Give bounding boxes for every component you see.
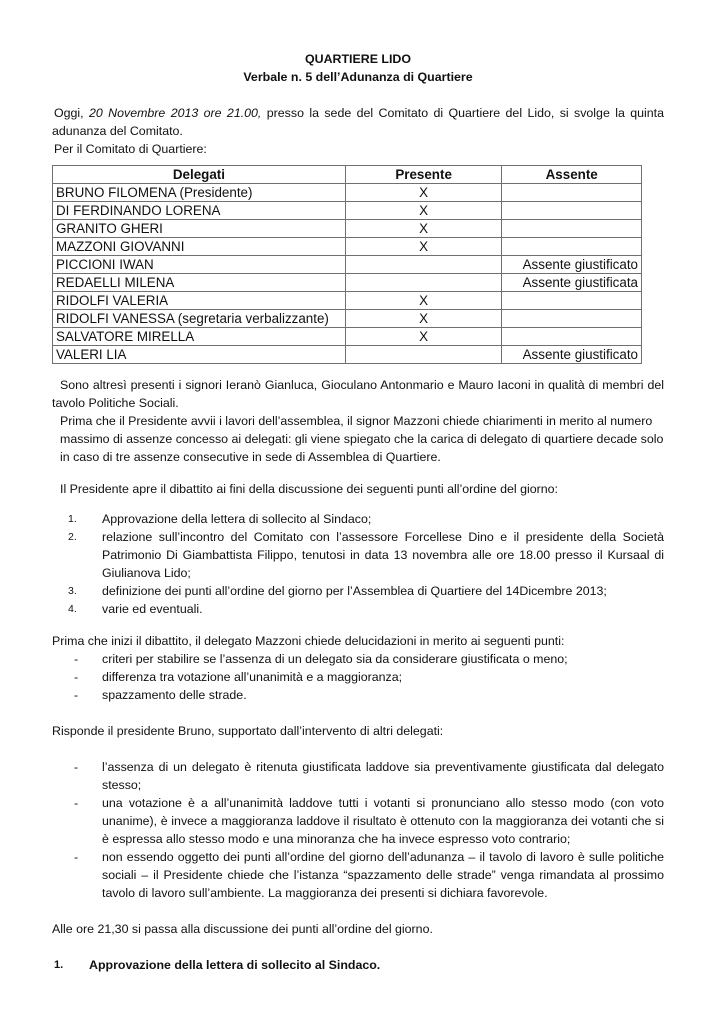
- assente-note: [502, 184, 642, 202]
- table-row: [53, 292, 642, 310]
- assente-note: Assente giustificata: [502, 274, 642, 292]
- assente-note: [502, 202, 642, 220]
- table-row: [53, 328, 642, 346]
- answer-text: l’assenza di un delegato è ritenuta giustificata laddove sia preventivamente giustificata dal delegato stesso;: [102, 760, 664, 793]
- spacer: [52, 740, 664, 758]
- agenda-number: 2.: [68, 531, 77, 544]
- delegate-name: DI FERDINANDO LORENA: [53, 202, 346, 220]
- intro-paragraph: [52, 104, 664, 140]
- delegate-name: GRANITO GHERI: [53, 220, 346, 238]
- dash-bullet: -: [74, 760, 79, 775]
- meeting-date: 20 Novembre 2013 ore 21.00,: [89, 106, 262, 120]
- agenda-item: [52, 510, 664, 528]
- discussion-start: Alle ore 21,30 si passa alla discussione dei punti all’ordine del giorno.: [52, 922, 433, 937]
- absences-question-line1: Prima che il Presidente avvii i lavori dell’assemblea, il signor Mazzoni chiede chiarimenti in merito al numero: [60, 414, 653, 428]
- list-item: [52, 758, 664, 794]
- delegate-name: BRUNO FILOMENA (Presidente): [53, 184, 346, 202]
- document-subtitle: Verbale n. 5 dell’Adunanza di Quartiere: [243, 70, 473, 84]
- presente-mark: [345, 346, 501, 364]
- table-row: [53, 184, 642, 202]
- assente-note: [502, 220, 642, 238]
- absences-question-line2: massimo di assenze concesso ai delegati: gli viene spiegato che la carica di delegato di quartiere decade solo in caso di tre assenze consecutive in sede di Assemblea di Quartiere.: [60, 432, 664, 464]
- question-text: spazzamento delle strade.: [102, 688, 247, 703]
- assente-note: [502, 238, 642, 256]
- clarification-intro: Prima che inizi il dibattito, il delegato Mazzoni chiede delucidazioni in merito ai seguenti punti:: [52, 634, 565, 649]
- table-row: [53, 310, 642, 328]
- agenda-intro: Il Presidente apre il dibattito ai fini della discussione dei seguenti punti all’ordine del giorno:: [60, 482, 558, 496]
- attendance-header-row: [53, 166, 642, 184]
- header-delegati: Delegati: [53, 166, 346, 184]
- agenda-item: [52, 528, 664, 582]
- list-item: [52, 668, 664, 686]
- delegate-name: PICCIONI IWAN: [53, 256, 346, 274]
- also-present-paragraph: Sono altresì presenti i signori Ieranò Gianluca, Gioculano Antonmario e Mauro Iaconi in qualità di membri del tavolo Politiche Sociali.: [52, 378, 664, 410]
- agenda-item: [52, 582, 664, 600]
- agenda-text: relazione sull’incontro del Comitato con l’assessore Forcellese Dino e il presidente della Società Patrimonio Di Giambattista Filippo, tenutosi in data 13 novembra alle ore 18.00 presso il Kursaal di Giulianova Lido;: [102, 530, 664, 581]
- presente-mark: X: [345, 328, 501, 346]
- presente-mark: X: [345, 310, 501, 328]
- table-row: [53, 238, 642, 256]
- header-assente: Assente: [502, 166, 642, 184]
- presente-mark: X: [345, 184, 501, 202]
- assente-note: [502, 310, 642, 328]
- agenda-text: definizione dei punti all’ordine del giorno per l’Assemblea di Quartiere del 14Dicembre 2013;: [102, 584, 607, 599]
- section-heading: [52, 956, 664, 974]
- delegate-name: REDAELLI MILENA: [53, 274, 346, 292]
- table-row: [53, 202, 642, 220]
- agenda-text: varie ed eventuali.: [102, 602, 203, 617]
- answers-list: [52, 758, 664, 902]
- list-item: [52, 848, 664, 902]
- assente-note: Assente giustificato: [502, 256, 642, 274]
- dash-bullet: -: [74, 850, 79, 865]
- questions-list: [52, 650, 664, 704]
- table-row: [53, 220, 642, 238]
- intro-prefix: Oggi,: [54, 106, 89, 120]
- table-row: [53, 346, 642, 364]
- dash-bullet: -: [74, 652, 79, 667]
- document-page: [52, 50, 664, 974]
- agenda-item: [52, 600, 664, 618]
- table-row: [53, 256, 642, 274]
- list-item: [52, 650, 664, 668]
- delegate-name: SALVATORE MIRELLA: [53, 328, 346, 346]
- assente-note: Assente giustificato: [502, 346, 642, 364]
- section-number: 1.: [54, 959, 64, 972]
- delegate-name: MAZZONI GIOVANNI: [53, 238, 346, 256]
- response-intro: Risponde il presidente Bruno, supportato dall’intervento di altri delegati:: [52, 724, 444, 739]
- section-title: Approvazione della lettera di sollecito al Sindaco.: [89, 958, 381, 973]
- header-presente: Presente: [345, 166, 501, 184]
- presente-mark: [345, 256, 501, 274]
- dash-bullet: -: [74, 796, 79, 811]
- presente-mark: X: [345, 238, 501, 256]
- question-text: criteri per stabilire se l’assenza di un delegato sia da considerare giustificata o meno;: [102, 652, 568, 667]
- agenda-list: [52, 510, 664, 618]
- dash-bullet: -: [74, 670, 79, 685]
- delegate-name: RIDOLFI VALERIA: [53, 292, 346, 310]
- question-text: differenza tra votazione all’unanimità e a maggioranza;: [102, 670, 403, 685]
- attendance-table: [52, 165, 642, 364]
- presente-mark: [345, 274, 501, 292]
- delegate-name: VALERI LIA: [53, 346, 346, 364]
- committee-label: Per il Comitato di Quartiere:: [54, 142, 207, 156]
- presente-mark: X: [345, 202, 501, 220]
- list-item: [52, 686, 664, 704]
- intro-rest: presso la sede del Comitato di Quartiere del Lido, si svolge la quinta adunanza del Comitato.: [52, 106, 665, 138]
- agenda-number: 1.: [68, 513, 77, 526]
- assente-note: [502, 328, 642, 346]
- answer-text: non essendo oggetto dei punti all’ordine del giorno dell’adunanza – il tavolo di lavoro è sulle politiche sociali – il Presidente chiede che l’istanza “spazzamento delle strade” venga rimandata al prossimo tavolo di lavoro sull’ambiente. La maggioranza dei presenti si dichiara favorevole.: [102, 850, 664, 901]
- delegate-name: RIDOLFI VANESSA (segretaria verbalizzante): [53, 310, 346, 328]
- agenda-number: 4.: [68, 603, 77, 616]
- dash-bullet: -: [74, 688, 79, 703]
- answer-text: una votazione è a all’unanimità laddove tutti i votanti si pronunciano allo stesso modo (con voto unanime), è invece a maggioranza laddove il risultato è ottenuto con la maggioranza dei votanti che si è espressa allo stesso modo e una minoranza che ha invece espresso voto contrario;: [102, 796, 664, 847]
- list-item: [52, 794, 664, 848]
- agenda-number: 3.: [68, 585, 77, 598]
- document-title: QUARTIERE LIDO: [304, 52, 411, 66]
- agenda-text: Approvazione della lettera di sollecito al Sindaco;: [102, 512, 372, 527]
- presente-mark: X: [345, 292, 501, 310]
- table-row: [53, 274, 642, 292]
- presente-mark: X: [345, 220, 501, 238]
- assente-note: [502, 292, 642, 310]
